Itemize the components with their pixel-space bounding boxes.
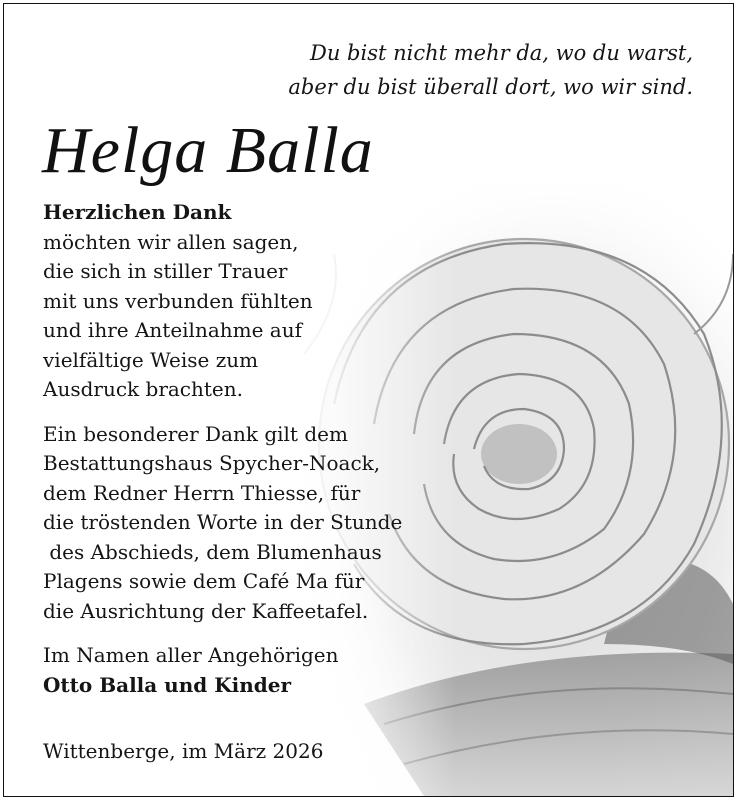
deceased-name: Helga Balla xyxy=(42,114,374,187)
thanks-line: möchten wir allen sagen, xyxy=(43,229,299,254)
motto-line-1: Du bist nicht mehr da, wo du warst, xyxy=(310,41,693,65)
special-thanks-line: dem Redner Herrn Thiesse, für xyxy=(43,480,361,505)
obituary-notice xyxy=(3,3,734,797)
signature-names: Otto Balla und Kinder xyxy=(43,672,291,697)
thanks-line: und ihre Anteilnahme auf xyxy=(43,318,302,342)
paragraph-gap xyxy=(43,405,402,420)
special-thanks-line: Ein besonderer Dank gilt dem xyxy=(43,421,348,446)
place-date: Wittenberge, im März 2026 xyxy=(43,739,324,763)
motto-quote xyxy=(288,36,693,104)
thanks-line: Ausdruck brachten. xyxy=(43,377,243,401)
thanks-heading: Herzlichen Dank xyxy=(43,200,232,224)
thanks-line: vielfältige Weise zum xyxy=(43,347,259,372)
thanks-text xyxy=(43,198,402,700)
thanks-line: mit uns verbunden fühlten xyxy=(43,288,313,313)
special-thanks-line: Bestattungshaus Spycher-Noack, xyxy=(43,451,381,475)
special-thanks-line: die tröstenden Worte in der Stunde xyxy=(43,510,403,534)
special-thanks-line: Plagens sowie dem Café Ma für xyxy=(43,569,365,593)
paragraph-gap xyxy=(43,626,402,641)
thanks-line: die sich in stiller Trauer xyxy=(43,259,288,283)
signature-line: Im Namen aller Angehörigen xyxy=(43,643,339,667)
special-thanks-line: die Ausrichtung der Kaffeetafel. xyxy=(43,598,369,623)
motto-line-2: aber du bist überall dort, wo wir sind. xyxy=(288,75,693,99)
special-thanks-line: des Abschieds, dem Blumenhaus xyxy=(43,539,382,564)
